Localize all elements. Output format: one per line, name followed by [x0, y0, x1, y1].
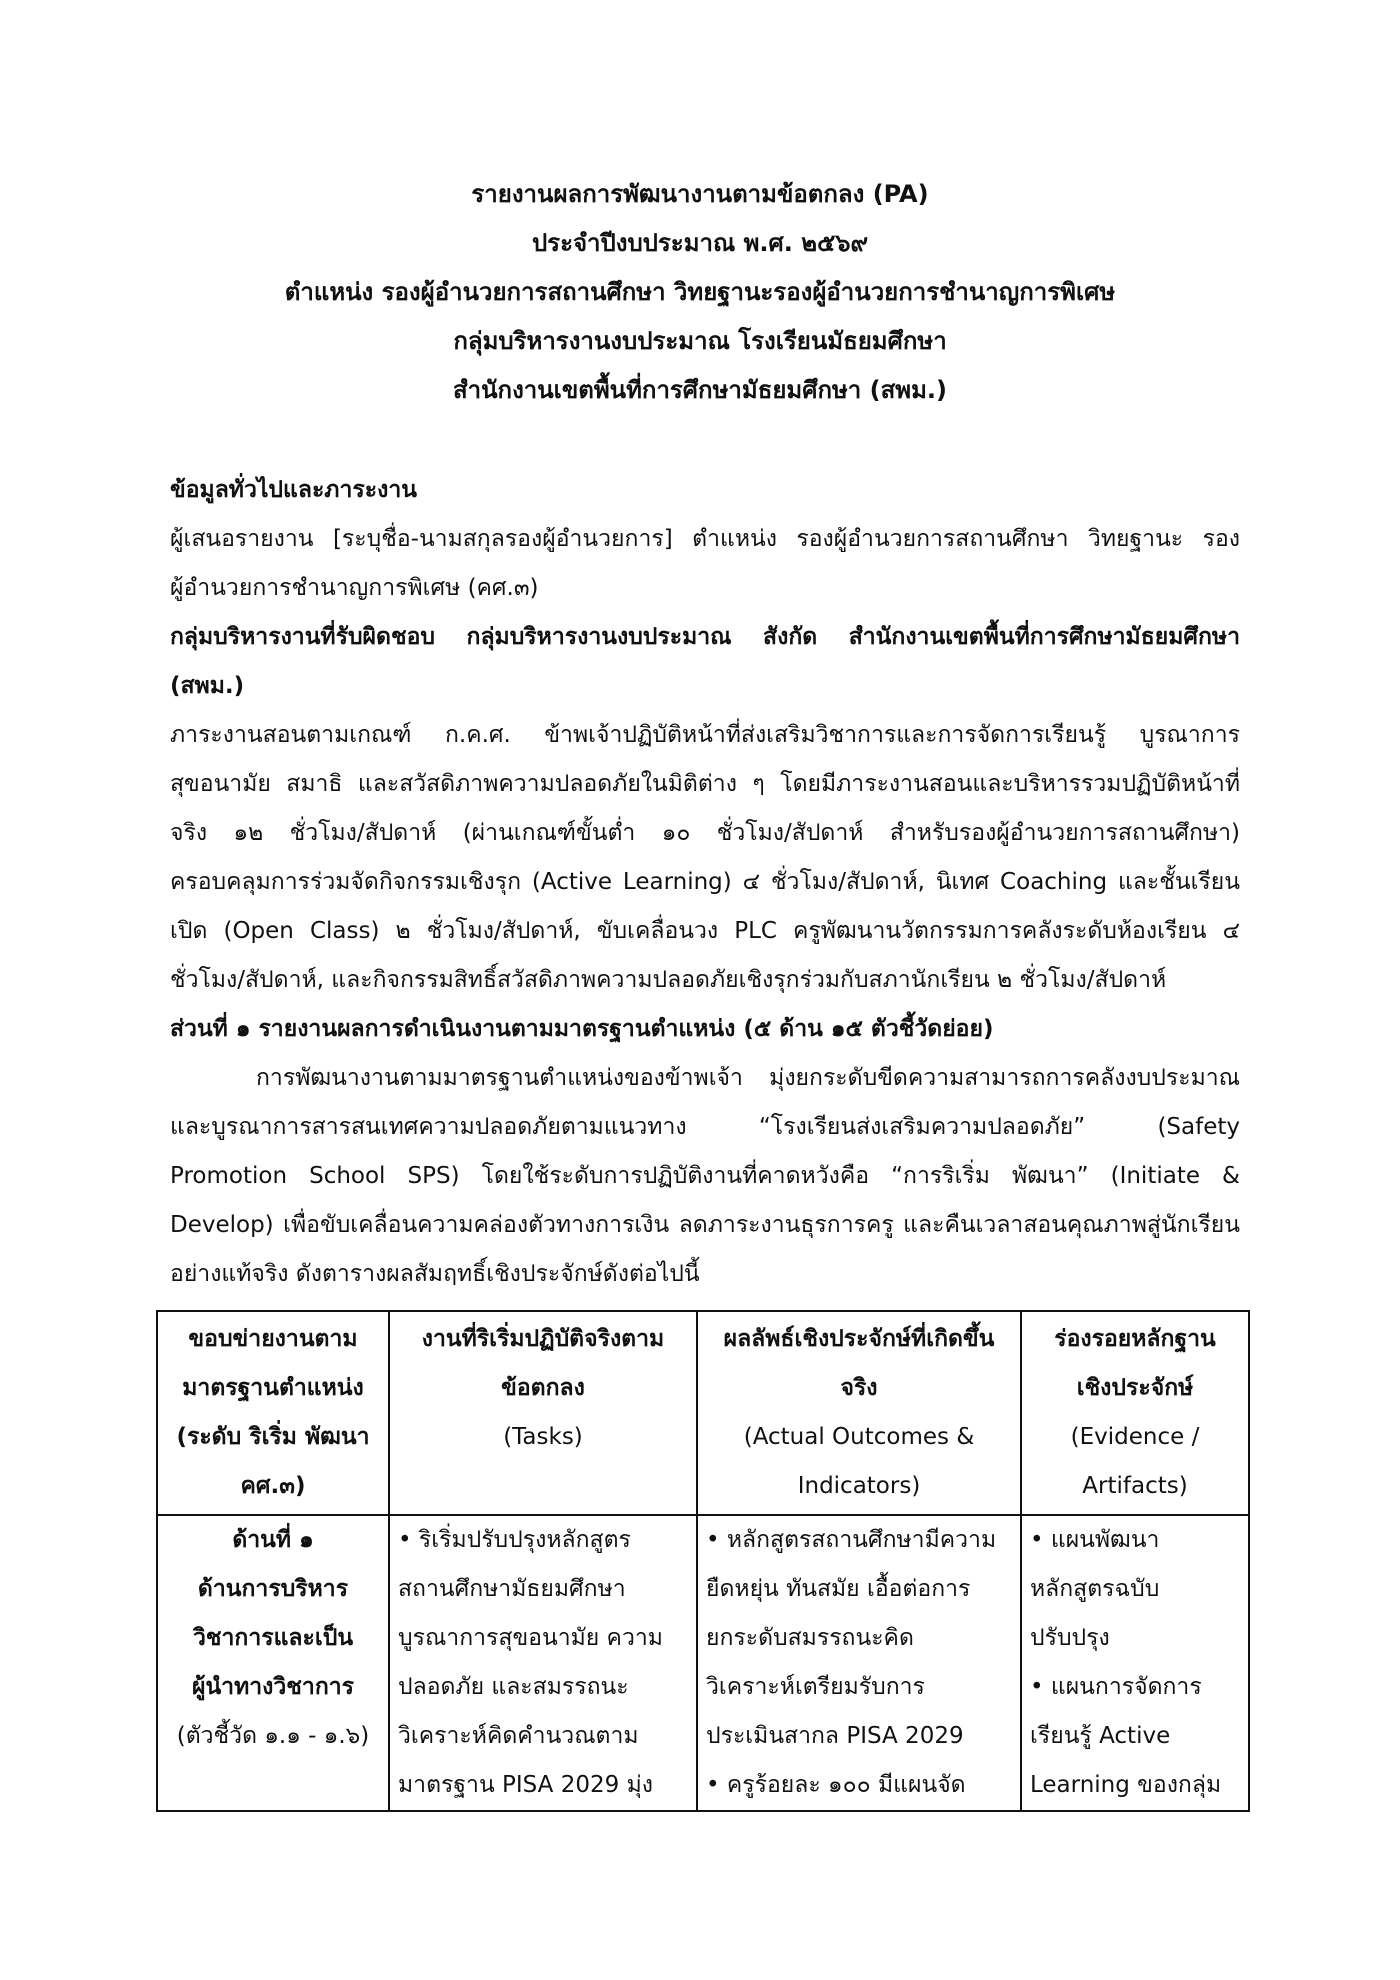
- cell-scope: ด้านที่ ๑ ด้านการบริหาร วิชาการและเป็น ผู้นำทางวิชาการ (ตัวชี้วัด ๑.๑ - ๑.๖): [157, 1515, 389, 1811]
- table-row: [157, 1515, 1249, 1811]
- responsible-group-line-2: (สพม.): [170, 673, 245, 699]
- part1-intro-line-4: Develop) เพื่อขับเคลื่อนความคล่องตัวทางการเงิน ลดภาระงานธุรการครู และคืนเวลาสอนคุณภาพสู่นักเรียน: [170, 1212, 1240, 1238]
- header-evidence: ร่องรอยหลักฐาน เชิงประจักษ์ (Evidence / Artifacts): [1021, 1311, 1249, 1515]
- workload-line-6: ชั่วโมง/สัปดาห์, และกิจกรรมสิทธิ์สวัสดิภาพความปลอดภัยเชิงรุกร่วมกับสภานักเรียน ๒ ชั่วโมง/สัปดาห์: [170, 967, 1167, 993]
- header-scope: ขอบข่ายงานตาม มาตรฐานตำแหน่ง (ระดับ ริเริ่ม พัฒนา คศ.๓): [157, 1311, 389, 1515]
- part1-intro-line-3: Promotion School SPS) โดยใช้ระดับการปฏิบัติงานที่คาดหวังคือ “การริเริ่ม พัฒนา” (Initiate &: [170, 1163, 1240, 1189]
- cell-evidence: • แผนพัฒนา หลักสูตรฉบับ ปรับปรุง • แผนการจัดการ เรียนรู้ Active Learning ของกลุ่ม: [1021, 1515, 1249, 1811]
- cell-tasks: • ริเริ่มปรับปรุงหลักสูตร สถานศึกษามัธยมศึกษา บูรณาการสุขอนามัย ความ ปลอดภัย และสมรรถนะ วิเคราะห์คิดคำนวณตาม มาตรฐาน PISA 2029 มุ่ง: [389, 1515, 697, 1811]
- part1-heading: ส่วนที่ ๑ รายงานผลการดำเนินงานตามมาตรฐานตำแหน่ง (๕ ด้าน ๑๕ ตัวชี้วัดย่อย): [170, 1016, 994, 1042]
- header-tasks: งานที่ริเริ่มปฏิบัติจริงตาม ข้อตกลง (Tasks): [389, 1311, 697, 1515]
- responsible-group-line-1: กลุ่มบริหารงานที่รับผิดชอบ กลุ่มบริหารงานงบประมาณ สังกัด สำนักงานเขตพื้นที่การศึกษามัธยมศึกษา: [170, 624, 1240, 650]
- title-line-2: ประจำปีงบประมาณ พ.ศ. ๒๕๖๙: [531, 229, 869, 257]
- workload-line-3: จริง ๑๒ ชั่วโมง/สัปดาห์ (ผ่านเกณฑ์ขั้นต่ำ ๑๐ ชั่วโมง/สัปดาห์ สำหรับรองผู้อำนวยการสถานศึกษา): [170, 820, 1240, 846]
- workload-line-2: สุขอนามัย สมาธิ และสวัสดิภาพความปลอดภัยในมิติต่าง ๆ โดยมีภาระงานสอนและบริหารรวมปฏิบัติหน้าที่: [170, 771, 1240, 797]
- presenter-line-2: ผู้อำนวยการชำนาญการพิเศษ (คศ.๓): [170, 575, 539, 601]
- title-line-5: สำนักงานเขตพื้นที่การศึกษามัธยมศึกษา (สพม.): [453, 376, 947, 404]
- part1-intro-line-5: อย่างแท้จริง ดังตารางผลสัมฤทธิ์เชิงประจักษ์ดังต่อไปนี้: [170, 1261, 700, 1287]
- document-body: [170, 466, 1240, 1299]
- presenter-line-1: ผู้เสนอรายงาน [ระบุชื่อ-นามสกุลรองผู้อำนวยการ] ตำแหน่ง รองผู้อำนวยการสถานศึกษา วิทยฐานะ รอง: [170, 526, 1240, 552]
- header-outcomes: ผลลัพธ์เชิงประจักษ์ที่เกิดขึ้น จริง (Actual Outcomes & Indicators): [697, 1311, 1021, 1515]
- workload-line-5: เปิด (Open Class) ๒ ชั่วโมง/สัปดาห์, ขับเคลื่อนวง PLC ครูพัฒนานวัตกรรมการคลังระดับห้องเรียน ๔: [170, 918, 1240, 944]
- title-line-1: รายงานผลการพัฒนางานตามข้อตกลง (PA): [471, 180, 929, 208]
- workload-line-1: ภาระงานสอนตามเกณฑ์ ก.ค.ศ. ข้าพเจ้าปฏิบัติหน้าที่ส่งเสริมวิชาการและการจัดการเรียนรู้ บูรณาการ: [170, 722, 1240, 748]
- workload-line-4: ครอบคลุมการร่วมจัดกิจกรรมเชิงรุก (Active Learning) ๔ ชั่วโมง/สัปดาห์, นิเทศ Coaching และชั้นเรียน: [170, 869, 1240, 895]
- performance-table: [156, 1310, 1250, 1812]
- cell-outcomes: • หลักสูตรสถานศึกษามีความ ยืดหยุ่น ทันสมัย เอื้อต่อการ ยกระดับสมรรถนะคิด วิเคราะห์เตรียมรับการ ประเมินสากล PISA 2029 • ครูร้อยละ ๑๐๐ มีแผนจัด: [697, 1515, 1021, 1811]
- table-header-row: [157, 1311, 1249, 1515]
- part1-intro-line-2: และบูรณาการสารสนเทศความปลอดภัยตามแนวทาง “โรงเรียนส่งเสริมความปลอดภัย” (Safety: [170, 1114, 1240, 1140]
- part1-intro-line-1: การพัฒนางานตามมาตรฐานตำแหน่งของข้าพเจ้า มุ่งยกระดับขีดความสามารถการคลังงบประมาณ: [256, 1065, 1240, 1091]
- title-line-4: กลุ่มบริหารงานงบประมาณ โรงเรียนมัธยมศึกษา: [453, 327, 947, 355]
- document-title-block: [0, 170, 1400, 415]
- title-line-3: ตำแหน่ง รองผู้อำนวยการสถานศึกษา วิทยฐานะรองผู้อำนวยการชำนาญการพิเศษ: [284, 278, 1116, 306]
- general-info-heading: ข้อมูลทั่วไปและภาระงาน: [170, 477, 417, 503]
